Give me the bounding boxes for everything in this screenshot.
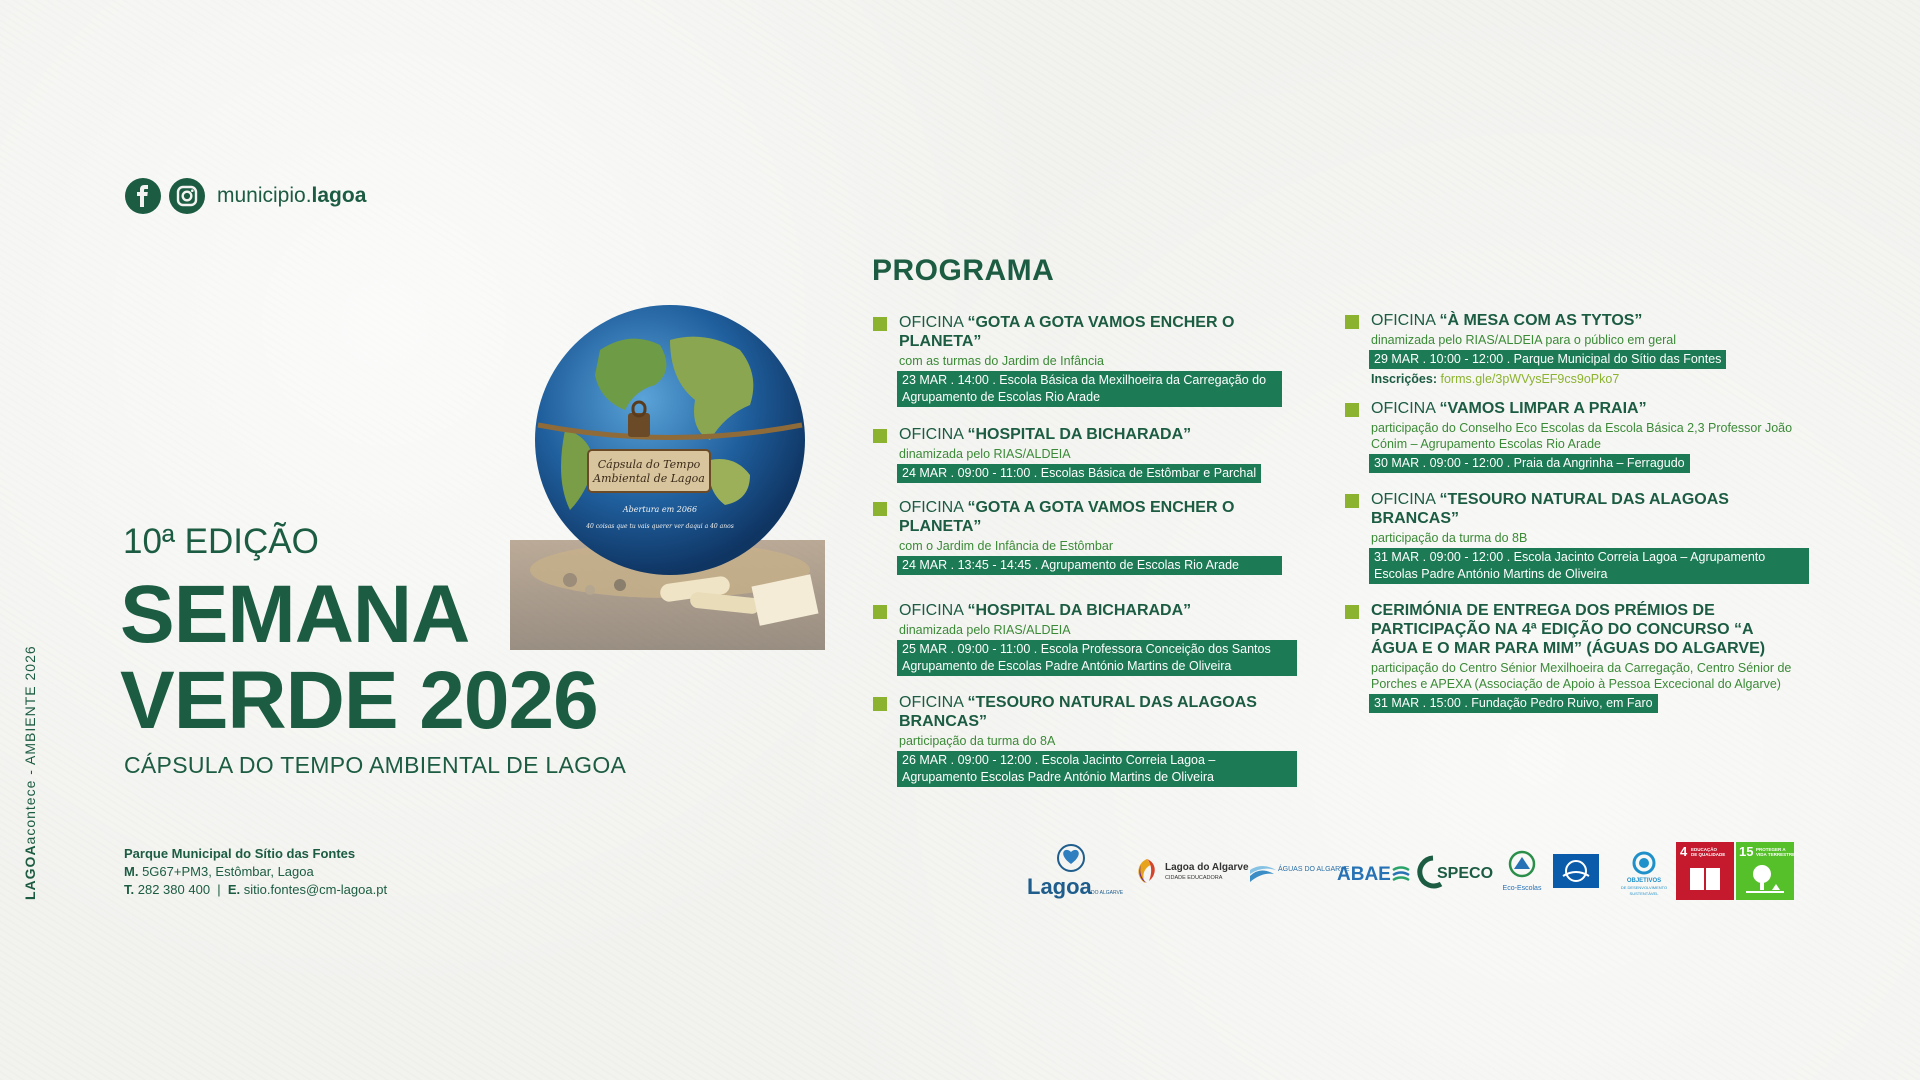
aguas-algarve-logo xyxy=(1248,858,1350,888)
instagram-icon[interactable] xyxy=(169,178,205,214)
ods-logo xyxy=(1615,849,1673,899)
event-date-badge: 29 MAR . 10:00 - 12:00 . Parque Municipal do Sítio das Fontes xyxy=(1369,350,1726,369)
side-brand-text: LAGOAacontece - AMBIENTE 2026 xyxy=(22,645,38,900)
bullet-square xyxy=(1345,403,1359,417)
svg-text:DE DESENVOLVIMENTO: DE DESENVOLVIMENTO xyxy=(1620,885,1668,890)
event-date-badge: 31 MAR . 09:00 - 12:00 . Escola Jacinto Correia Lagoa – Agrupamento Escolas Padre António Martins de Oliveira xyxy=(1369,548,1809,584)
bullet-square xyxy=(873,697,887,711)
svg-text:Abertura em 2066: Abertura em 2066 xyxy=(622,505,698,514)
svg-text:15: 15 xyxy=(1739,844,1754,859)
program-item: OFICINA “TESOURO NATURAL DAS ALAGOAS BRANCAS” participação da turma do 8A 26 MAR . 09:00 - 12:00 . Escola Jacinto Correia Lagoa – Agrupamento Escolas Padre António Martins de Oliveira xyxy=(873,693,1313,787)
svg-text:PROTEGER A: PROTEGER A xyxy=(1756,847,1786,852)
svg-text:Eco-Escolas: Eco-Escolas xyxy=(1502,885,1542,892)
svg-text:EDUCAÇÃO: EDUCAÇÃO xyxy=(1691,847,1718,852)
program-item: OFICINA “VAMOS LIMPAR A PRAIA” participação do Conselho Eco Escolas da Escola Básica 2,3 Professor João Cónim – Agrupamento Escolas Rio Arade 30 MAR . 09:00 - 12:00 . Praia da Angrinha – Ferragudo xyxy=(1345,399,1815,473)
main-title-line1: SEMANA xyxy=(120,569,470,660)
svg-text:ÁGUAS DO ALGARVE: ÁGUAS DO ALGARVE xyxy=(1278,866,1350,873)
svg-text:OBJETIVOS: OBJETIVOS xyxy=(1626,878,1662,884)
program-item: OFICINA “TESOURO NATURAL DAS ALAGOAS BRANCAS” participação da turma do 8B 31 MAR . 09:00 - 12:00 . Escola Jacinto Correia Lagoa – Agrupamento Escolas Padre António Martins de Oliveira xyxy=(1345,490,1820,584)
svg-text:40 coisas que tu vais querer v: 40 coisas que tu vais querer ver daqui a 40 anos xyxy=(586,523,734,530)
program-item: OFICINA “GOTA A GOTA VAMOS ENCHER O PLANETA” com as turmas do Jardim de Infância 23 MAR . 14:00 . Escola Básica da Mexilhoeira da Carregação do Agrupamento de Escolas Rio Arade xyxy=(873,313,1293,407)
programa-title: PROGRAMA xyxy=(872,254,1055,287)
speco-logo xyxy=(1423,854,1494,890)
event-date-badge: 23 MAR . 14:00 . Escola Básica da Mexilhoeira da Carregação do Agrupamento de Escolas Rio Arade xyxy=(897,371,1282,407)
event-date-badge: 24 MAR . 13:45 - 14:45 . Agrupamento de Escolas Rio Arade xyxy=(897,556,1282,575)
program-item: OFICINA “À MESA COM AS TYTOS” dinamizada pelo RIAS/ALDEIA para o público em geral 29 MAR . 10:00 - 12:00 . Parque Municipal do Sítio das Fontes Inscrições: forms.gle/3pWVysEF9cs9oPko7 xyxy=(1345,311,1815,387)
eco-escolas-logo xyxy=(1500,849,1544,893)
subtitle: CÁPSULA DO TEMPO AMBIENTAL DE LAGOA xyxy=(124,752,627,778)
sdg15-logo xyxy=(1736,842,1794,900)
abae-logo xyxy=(1337,858,1415,888)
edition-label: 10ª EDIÇÃO xyxy=(123,522,319,561)
event-date-badge: 31 MAR . 15:00 . Fundação Pedro Ruivo, em Faro xyxy=(1369,694,1658,713)
bullet-square xyxy=(1345,494,1359,508)
facebook-icon[interactable] xyxy=(125,178,161,214)
svg-text:4: 4 xyxy=(1680,844,1688,859)
bullet-square xyxy=(1345,605,1359,619)
main-title-line2: VERDE 2026 xyxy=(120,655,598,746)
svg-text:ABAE: ABAE xyxy=(1337,864,1391,885)
contact-phone-email: T. 282 380 400 | E. sitio.fontes@cm-lagoa.pt xyxy=(124,882,388,897)
program-item: CERIMÓNIA DE ENTREGA DOS PRÉMIOS DE PARTICIPAÇÃO NA 4ª EDIÇÃO DO CONCURSO “A ÁGUA E O MAR PARA MIM” (ÁGUAS DO ALGARVE) participação do Centro Sénior Mexilhoeira da Carregação, Centro Sénior de Porches e APEXA (Associação de Apoio à Pessoa Excecional do Algarve) 31 MAR . 15:00 . Fundação Pedro Ruivo, em Faro xyxy=(1345,601,1820,713)
svg-text:SUSTENTÁVEL: SUSTENTÁVEL xyxy=(1629,891,1659,896)
contact-address: M. 5G67+PM3, Estômbar, Lagoa xyxy=(124,864,314,879)
bullet-square xyxy=(873,317,887,331)
svg-text:CIDADE EDUCADORA: CIDADE EDUCADORA xyxy=(1165,875,1223,881)
program-item: OFICINA “GOTA A GOTA VAMOS ENCHER O PLANETA” com o Jardim de Infância de Estômbar 24 MAR . 13:45 - 14:45 . Agrupamento de Escolas Rio Arade xyxy=(873,498,1293,575)
main-title xyxy=(120,569,598,746)
svg-text:Ambiental de Lagoa: Ambiental de Lagoa xyxy=(593,472,705,485)
contacts-block xyxy=(124,845,387,899)
social-handle[interactable]: municipio.lagoa xyxy=(217,184,367,207)
svg-text:Lagoa: Lagoa xyxy=(1027,874,1092,899)
bullet-square xyxy=(873,429,887,443)
program-item: OFICINA “HOSPITAL DA BICHARADA” dinamizada pelo RIAS/ALDEIA 25 MAR . 09:00 - 11:00 . Escola Professora Conceição dos Santos Agrupamento de Escolas Padre António Martins de Oliveira xyxy=(873,601,1313,676)
blue-flag-logo xyxy=(1553,854,1599,888)
svg-text:SPECO: SPECO xyxy=(1437,865,1494,882)
lagoa-logo xyxy=(1025,842,1124,904)
bullet-square xyxy=(873,502,887,516)
lagoa-algarve-logo xyxy=(1133,855,1249,887)
social-bar xyxy=(125,178,366,214)
contact-email[interactable]: sitio.fontes@cm-lagoa.pt xyxy=(243,882,388,897)
event-date-badge: 26 MAR . 09:00 - 12:00 . Escola Jacinto Correia Lagoa – Agrupamento Escolas Padre António Martins de Oliveira xyxy=(897,751,1297,787)
bullet-square xyxy=(873,605,887,619)
svg-text:DE QUALIDADE: DE QUALIDADE xyxy=(1691,852,1726,857)
program-item: OFICINA “HOSPITAL DA BICHARADA” dinamizada pelo RIAS/ALDEIA 24 MAR . 09:00 - 11:00 . Escolas Básica de Estômbar e Parchal xyxy=(873,425,1313,483)
svg-text:VIDA TERRESTRE: VIDA TERRESTRE xyxy=(1756,852,1796,857)
event-date-badge: 24 MAR . 09:00 - 11:00 . Escolas Básica de Estômbar e Parchal xyxy=(897,464,1261,483)
registration-link[interactable]: forms.gle/3pWVysEF9cs9oPko7 xyxy=(1440,372,1620,386)
svg-text:DO ALGARVE: DO ALGARVE xyxy=(1091,890,1124,896)
contact-place: Parque Municipal do Sítio das Fontes xyxy=(124,846,356,861)
bullet-square xyxy=(1345,315,1359,329)
event-date-badge: 30 MAR . 09:00 - 12:00 . Praia da Angrinha – Ferragudo xyxy=(1369,454,1690,473)
svg-text:Cápsula do Tempo: Cápsula do Tempo xyxy=(597,458,701,471)
registration-line: Inscrições: forms.gle/3pWVysEF9cs9oPko7 xyxy=(1371,372,1620,386)
svg-text:Lagoa do Algarve: Lagoa do Algarve xyxy=(1165,862,1249,873)
sdg4-logo xyxy=(1676,842,1734,900)
event-date-badge: 25 MAR . 09:00 - 11:00 . Escola Professora Conceição dos Santos Agrupamento de Escolas Padre António Martins de Oliveira xyxy=(897,640,1297,676)
